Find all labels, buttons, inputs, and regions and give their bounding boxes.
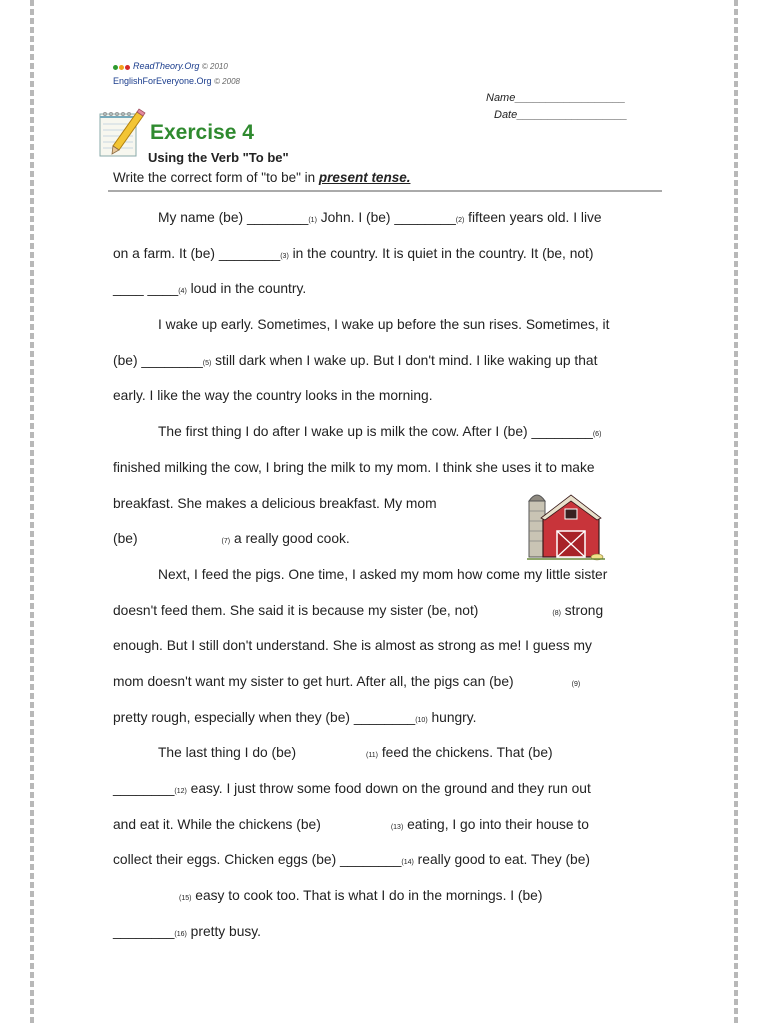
story-passage	[113, 200, 653, 949]
date-field[interactable]	[486, 107, 627, 124]
blank-number-14: (14)	[401, 859, 414, 867]
story-text: loud in the country.	[186, 281, 307, 297]
blank-number-2: (2)	[455, 217, 465, 224]
blank-5[interactable]: ________	[141, 352, 203, 368]
story-text: My name (be)	[158, 210, 247, 225]
blank-number-10: (10)	[415, 716, 428, 724]
story-line	[113, 307, 653, 343]
name-field[interactable]	[486, 90, 627, 107]
notepad-pencil-icon	[97, 108, 147, 160]
story-text: pretty rough, especially when they (be)	[113, 709, 354, 725]
story-line	[113, 450, 653, 486]
story-line	[113, 414, 653, 450]
blank-12[interactable]: ________	[113, 781, 175, 796]
blank-number-11: (11)	[366, 752, 378, 760]
story-text: early. I like the way the country looks in the morning.	[113, 388, 433, 404]
story-line	[113, 378, 653, 414]
blank-number-8: (8)	[552, 609, 561, 617]
story-text: eating, I go into their house to	[403, 816, 589, 832]
story-text: The last thing I do (be)	[158, 745, 297, 761]
name-blank: __________________	[515, 92, 626, 104]
blank-16[interactable]: ________	[113, 923, 175, 939]
instructions-text: Write the correct form of "to be" in	[113, 170, 319, 185]
story-line	[113, 735, 653, 771]
blank-number-13: (13)	[390, 823, 404, 831]
logo-englishforeveryone: EnglishForEveryone.Org	[113, 76, 212, 86]
blank-number-1: (1)	[308, 217, 317, 224]
story-line	[113, 236, 653, 272]
story-text: easy. I just throw some food down on the ground and they run out	[186, 781, 591, 796]
story-line	[113, 593, 653, 629]
story-line	[113, 664, 653, 700]
story-line	[113, 700, 653, 736]
story-line	[113, 343, 653, 379]
story-text: (be)	[113, 531, 138, 547]
date-blank: __________________	[517, 109, 628, 121]
exercise-title: Exercise 4	[150, 121, 254, 144]
story-text: John. I (be)	[316, 210, 395, 225]
logo-copyright-2008: © 2008	[214, 77, 240, 86]
story-text: fifteen years old. I live	[464, 210, 602, 225]
story-text: Next, I feed the pigs. One time, I asked my mom how come my little sister	[158, 566, 608, 582]
blank-14[interactable]: ________	[340, 852, 402, 868]
blank-2[interactable]: ________	[394, 210, 456, 225]
story-line	[113, 628, 653, 664]
instructions-emphasis: present tense.	[318, 170, 411, 185]
story-text: hungry.	[427, 709, 477, 725]
story-line	[113, 557, 653, 593]
story-text: (be)	[113, 352, 142, 368]
story-text: enough. But I still don't understand. She is almost as strong as me! I guess my	[113, 638, 592, 654]
date-label: Date	[494, 109, 518, 121]
exercise-instructions	[113, 170, 410, 185]
blank-number-9: (9)	[571, 680, 581, 688]
logo-readtheory: ReadTheory.Org	[133, 61, 200, 71]
blank-number-6: (6)	[592, 431, 602, 439]
story-text: collect their eggs. Chicken eggs (be)	[113, 852, 340, 868]
right-margin-rail	[734, 0, 738, 1024]
blank-3[interactable]: ________	[218, 245, 281, 261]
story-line	[113, 914, 653, 950]
logo-copyright-2010: © 2010	[201, 62, 228, 71]
blank-6[interactable]: ________	[531, 424, 593, 440]
header-divider	[108, 190, 662, 192]
story-text: easy to cook too. That is what I do in the mornings. I (be)	[191, 888, 543, 904]
story-text: I wake up early. Sometimes, I wake up before the sun rises. Sometimes, it	[158, 317, 610, 333]
story-text: really good to eat. They (be)	[413, 852, 590, 868]
name-date-fields	[486, 90, 627, 124]
site-logo	[113, 59, 240, 89]
story-text: mom doesn't want my sister to get hurt. After all, the pigs can (be)	[113, 673, 514, 689]
story-line	[113, 842, 653, 878]
story-text: pretty busy.	[186, 923, 261, 939]
story-text: The first thing I do after I wake up is milk the cow. After I (be)	[158, 424, 532, 440]
logo-dots-icon	[113, 60, 131, 74]
story-text: on a farm. It (be)	[113, 245, 219, 261]
story-line	[113, 271, 653, 307]
story-text: feed the chickens. That (be)	[377, 745, 553, 761]
story-text: and eat it. While the chickens (be)	[113, 816, 321, 832]
blank-number-4: (4)	[178, 288, 187, 296]
blank-10[interactable]: ________	[353, 709, 416, 725]
exercise-subtitle: Using the Verb "To be"	[148, 150, 289, 165]
blank-1[interactable]: ________	[246, 210, 309, 225]
blank-number-12: (12)	[174, 788, 187, 795]
name-label: Name	[486, 92, 516, 104]
blank-number-16: (16)	[174, 930, 187, 938]
story-text: in the country. It is quiet in the country. It (be, not)	[288, 245, 594, 261]
story-text: finished milking the cow, I bring the milk to my mom. I think she uses it to make	[113, 459, 595, 475]
blank-4[interactable]: ____ ____	[113, 281, 179, 297]
blank-number-15: (15)	[179, 895, 192, 903]
blank-number-3: (3)	[280, 252, 289, 260]
barn-icon	[527, 487, 605, 562]
story-text: strong	[560, 602, 604, 618]
blank-number-7: (7)	[221, 538, 231, 546]
story-line	[113, 807, 653, 843]
story-text: breakfast. She makes a delicious breakfast. My mom	[113, 495, 437, 511]
story-text: doesn't feed them. She said it is because my sister (be, not)	[113, 602, 479, 618]
story-text: a really good cook.	[230, 531, 350, 547]
story-text: still dark when I wake up. But I don't mind. I like waking up that	[211, 352, 598, 368]
blank-number-5: (5)	[202, 359, 212, 367]
left-margin-rail	[30, 0, 34, 1024]
story-line	[113, 200, 653, 236]
story-line	[113, 878, 653, 914]
story-line	[113, 771, 653, 807]
